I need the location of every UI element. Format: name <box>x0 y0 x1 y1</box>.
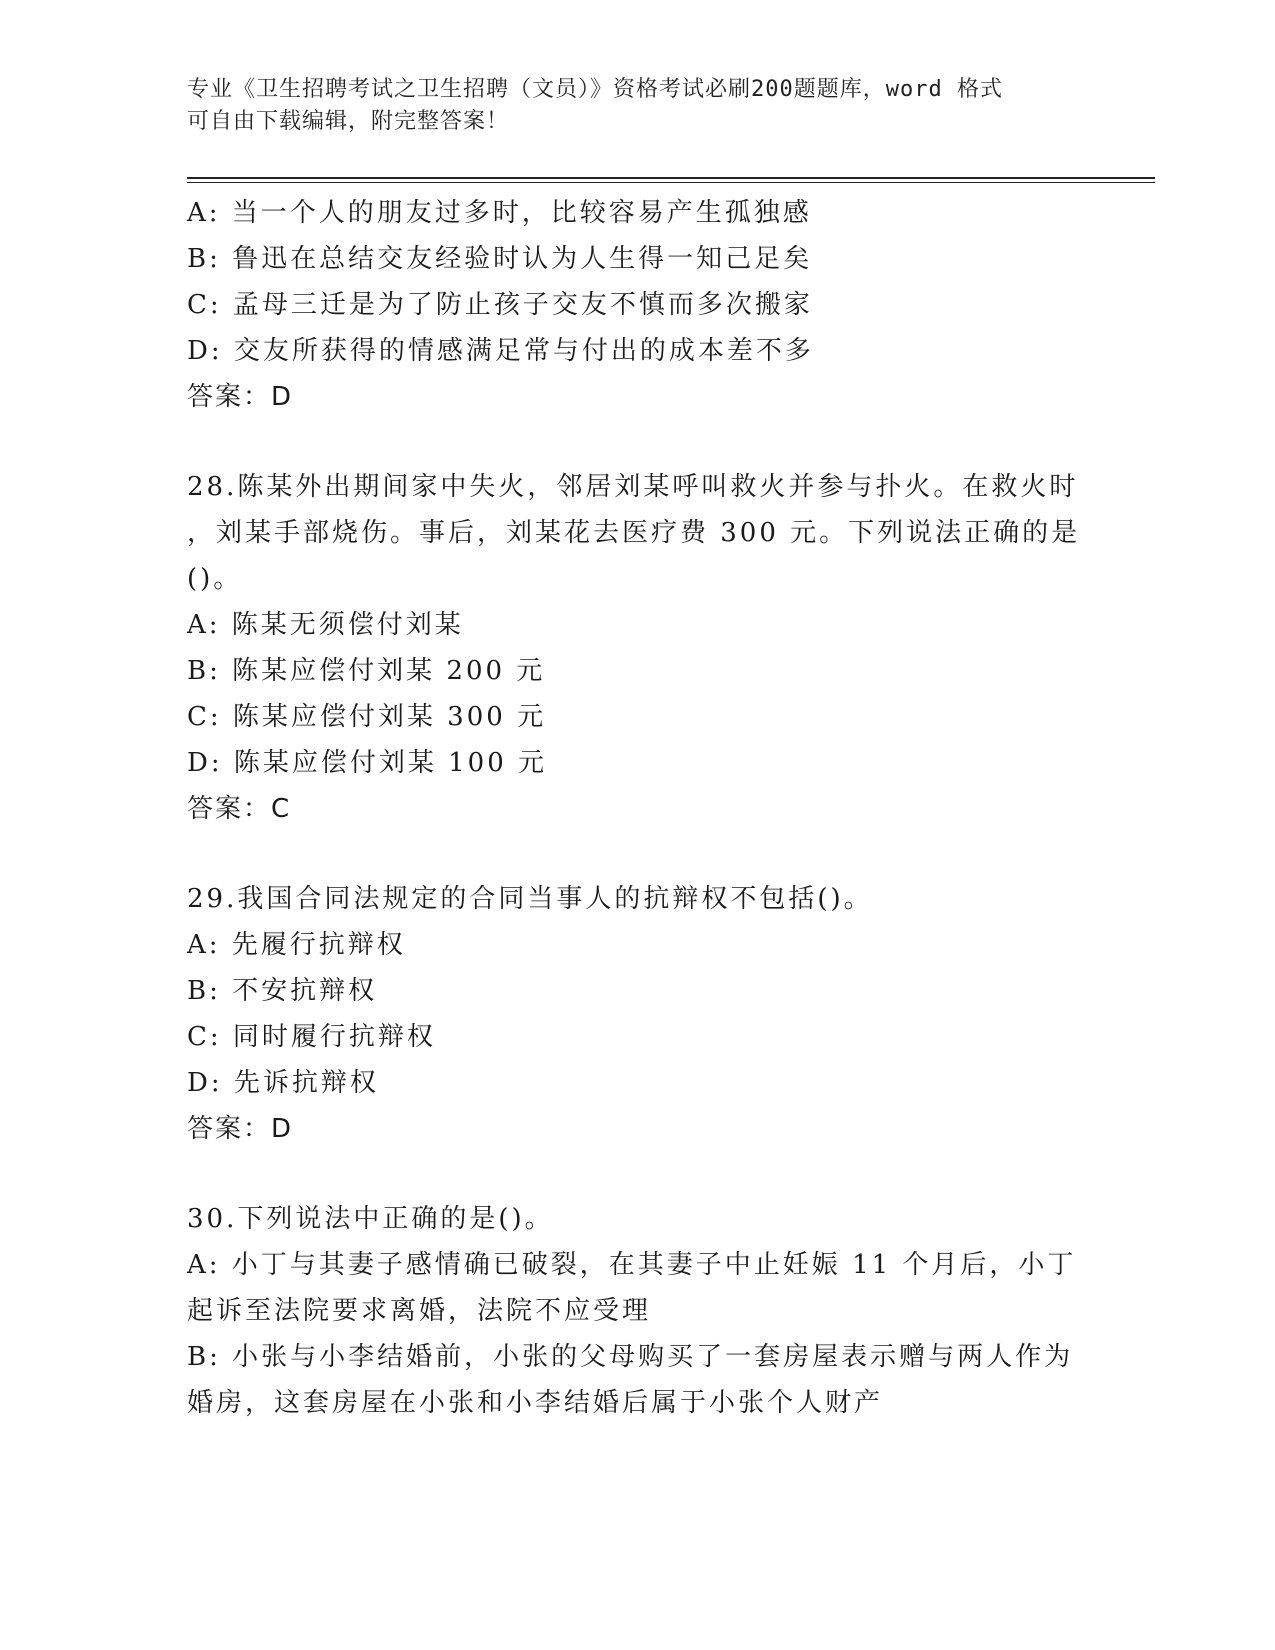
option-b: B: 不安抗辩权 <box>187 976 378 1006</box>
option-b-continued: 婚房，这套房屋在小张和小李结婚后属于小张个人财产 <box>187 1388 884 1418</box>
question-27 <box>187 190 1087 420</box>
question-stem-line: ()。 <box>187 564 243 594</box>
question-list <box>187 190 1087 1426</box>
option-a: A: 先履行抗辩权 <box>187 930 406 960</box>
option-c: C: 孟母三迁是为了防止孩子交友不慎而多次搬家 <box>187 290 813 320</box>
option-d: D: 先诉抗辩权 <box>187 1068 379 1098</box>
answer-line: 答案：D <box>187 1114 294 1144</box>
question-28 <box>187 464 1087 832</box>
header-title-line-1: 专业《卫生招聘考试之卫生招聘（文员）》资格考试必刷200题题库，word 格式 <box>187 77 1003 102</box>
option-b: B: 陈某应偿付刘某 200 元 <box>187 656 546 686</box>
question-stem-line: 29.我国合同法规定的合同当事人的抗辩权不包括()。 <box>187 884 873 914</box>
question-30 <box>187 1196 1087 1426</box>
option-a: A: 陈某无须偿付刘某 <box>187 610 464 640</box>
option-b: B: 小张与小李结婚前，小张的父母购买了一套房屋表示赠与两人作为 <box>187 1342 1074 1372</box>
document-header <box>187 74 1067 138</box>
answer-line: 答案：C <box>187 794 292 824</box>
option-a-continued: 起诉至法院要求离婚，法院不应受理 <box>187 1296 652 1326</box>
option-a: A: 当一个人的朋友过多时，比较容易产生孤独感 <box>187 198 812 228</box>
question-stem-line: ，刘某手部烧伤。事后，刘某花去医疗费 300 元。下列说法正确的是 <box>187 518 1081 548</box>
option-c: C: 陈某应偿付刘某 300 元 <box>187 702 547 732</box>
option-d: D: 交友所获得的情感满足常与付出的成本差不多 <box>187 336 814 366</box>
option-b: B: 鲁迅在总结交友经验时认为人生得一知己足矣 <box>187 244 813 274</box>
header-divider-thick <box>187 177 1155 179</box>
answer-line: 答案：D <box>187 382 294 412</box>
option-a: A: 小丁与其妻子感情确已破裂，在其妻子中止妊娠 11 个月后，小丁 <box>187 1250 1077 1280</box>
question-stem-line: 28.陈某外出期间家中失火，邻居刘某呼叫救火并参与扑火。在救火时 <box>187 472 1079 502</box>
question-stem-line: 30.下列说法中正确的是()。 <box>187 1204 554 1234</box>
header-title-line-2: 可自由下载编辑，附完整答案！ <box>187 109 510 134</box>
option-c: C: 同时履行抗辩权 <box>187 1022 436 1052</box>
option-d: D: 陈某应偿付刘某 100 元 <box>187 748 548 778</box>
header-divider-thin <box>187 182 1155 183</box>
question-29 <box>187 876 1087 1152</box>
